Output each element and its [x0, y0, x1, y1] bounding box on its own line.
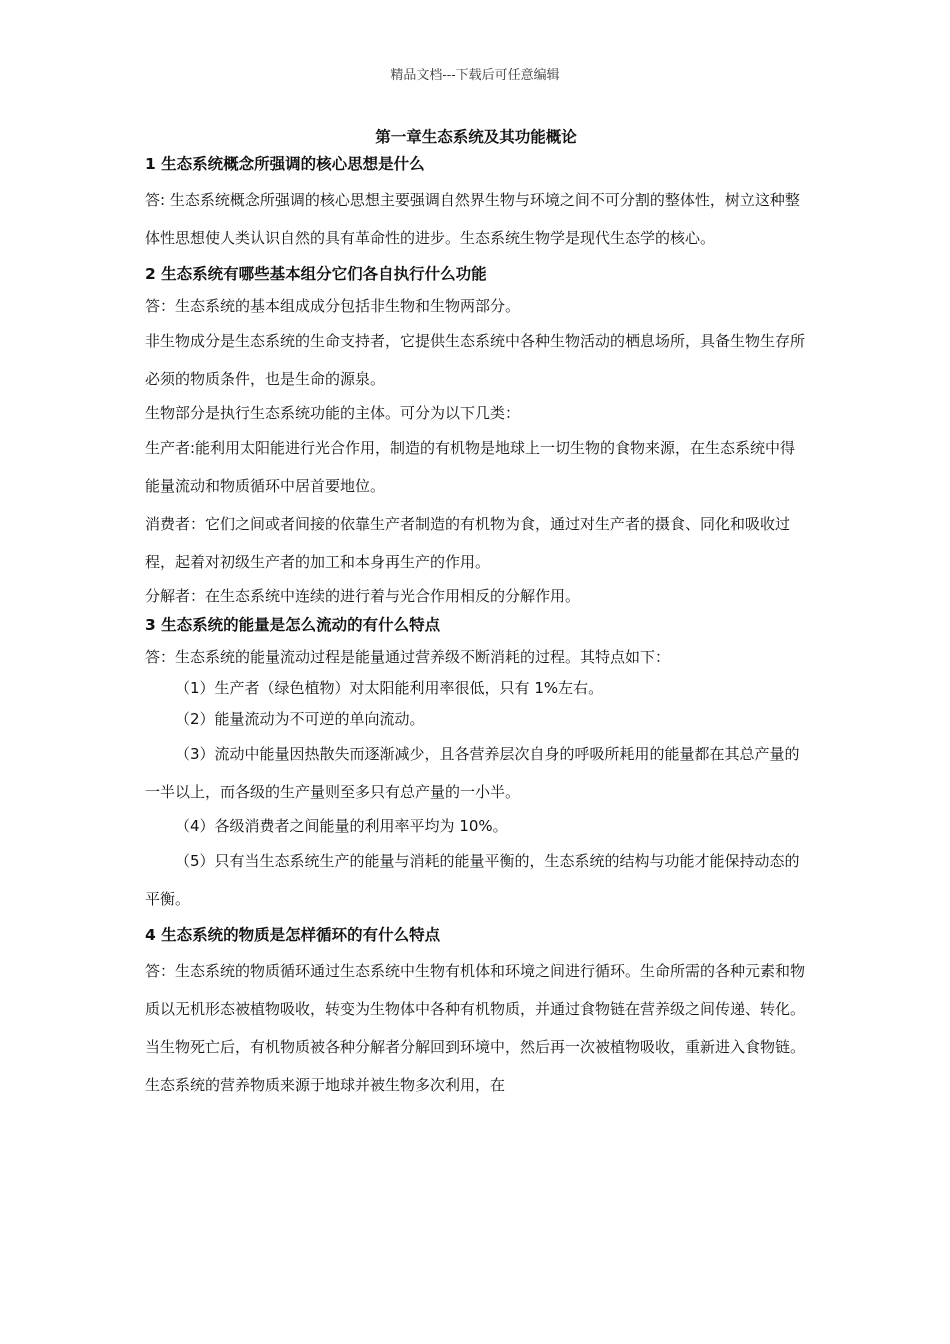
question-3-item: （3）流动中能量因热散失而逐渐减少，且各营养层次自身的呼吸所耗用的能量都在其总产量的一半以上，而各级的生产量则至多只有总产量的一小半。	[145, 745, 800, 801]
question-4-title: 4 生态系统的物质是怎样循环的有什么特点	[145, 926, 441, 944]
question-2-paragraph: 答：生态系统的基本组成成分包括非生物和生物两部分。	[145, 297, 521, 315]
question-3-item: （5）只有当生态系统生产的能量与消耗的能量平衡的，生态系统的结构与功能才能保持动态的平衡。	[145, 852, 800, 908]
question-2-paragraph: 消费者：它们之间或者间接的依靠生产者制造的有机物为食，通过对生产者的摄食、同化和吸收过程，起着对初级生产者的加工和本身再生产的作用。	[145, 515, 791, 571]
question-1-title: 1 生态系统概念所强调的核心思想是什么	[145, 155, 425, 173]
question-2-title: 2 生态系统有哪些基本组分它们各自执行什么功能	[145, 265, 487, 283]
question-3-item: （1）生产者（绿色植物）对太阳能利用率很低，只有 1%左右。	[175, 679, 604, 697]
question-2-paragraph: 非生物成分是生态系统的生命支持者，它提供生态系统中各种生物活动的栖息场所，具备生物生存所必须的物质条件，也是生命的源泉。	[145, 332, 806, 388]
question-4-paragraph: 答：生态系统的物质循环通过生态系统中生物有机体和环境之间进行循环。生命所需的各种元素和物质以无机形态被植物吸收，转变为生物体中各种有机物质，并通过食物链在营养级之间传递、转化。当生物死亡后，有机物质被各种分解者分解回到环境中，然后再一次被植物吸收，重新进入食物链。生态系统的营养物质来源于地球并被生物多次利用，在	[145, 962, 806, 1094]
question-2-paragraph: 生物部分是执行生态系统功能的主体。可分为以下几类：	[145, 404, 521, 422]
question-3-item: （2）能量流动为不可逆的单向流动。	[175, 710, 425, 728]
question-2-paragraph: 生产者:能利用太阳能进行光合作用，制造的有机物是地球上一切生物的食物来源，在生态系统中得能量流动和物质循环中居首要地位。	[145, 439, 796, 495]
header-note: 精品文档---下载后可任意编辑	[390, 68, 560, 83]
document-body	[145, 125, 807, 1104]
question-3-title: 3 生态系统的能量是怎么流动的有什么特点	[145, 616, 441, 634]
question-3-item: （4）各级消费者之间能量的利用率平均为 10%。	[175, 817, 508, 835]
chapter-title: 第一章生态系统及其功能概论	[375, 128, 577, 146]
question-2-paragraph: 分解者：在生态系统中连续的进行着与光合作用相反的分解作用。	[145, 587, 581, 605]
question-3-paragraph: 答：生态系统的能量流动过程是能量通过营养级不断消耗的过程。其特点如下：	[145, 648, 671, 666]
question-1-answer: 答: 生态系统概念所强调的核心思想主要强调自然界生物与环境之间不可分割的整体性，树立这种整体性思想使人类认识自然的具有革命性的进步。生态系统生物学是现代生态学的核心。	[145, 191, 800, 247]
